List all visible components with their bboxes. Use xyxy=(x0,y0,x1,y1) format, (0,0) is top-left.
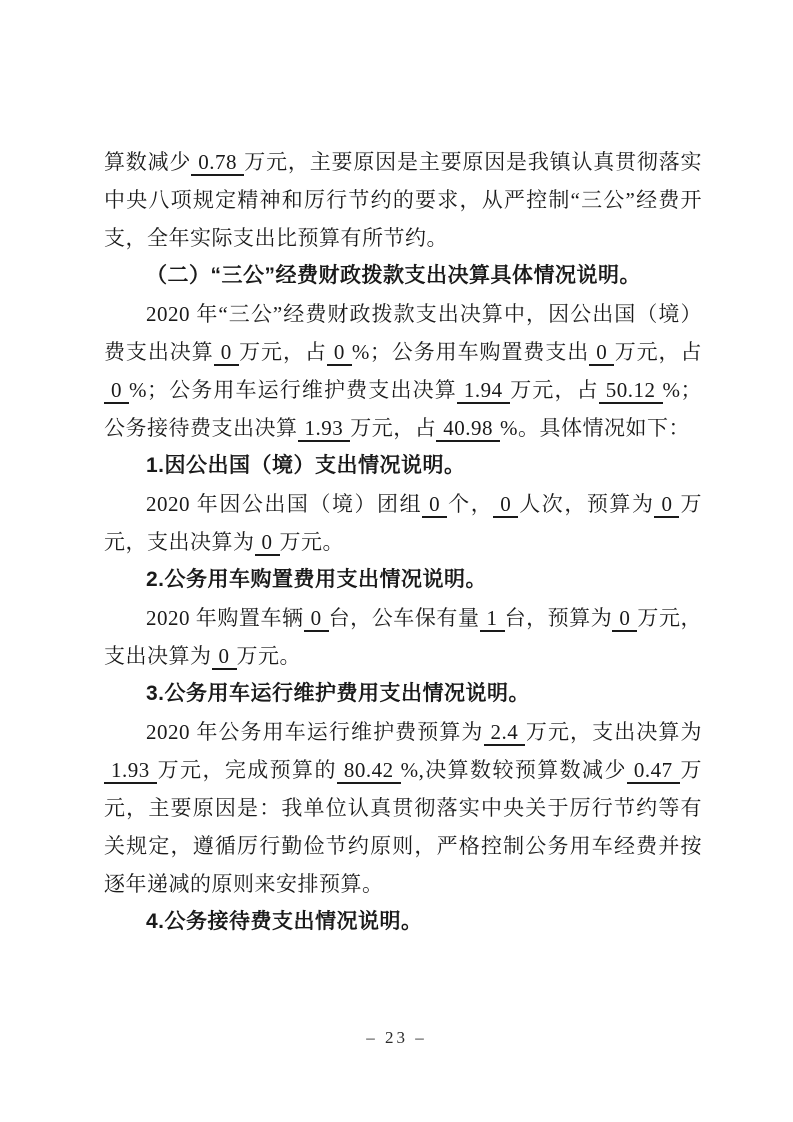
text-run: 万元，支出决算为 xyxy=(104,606,703,668)
text-run: 2020 年购置车辆 xyxy=(146,606,304,630)
underlined-value: 1 xyxy=(480,606,505,632)
underlined-value: 0 xyxy=(493,492,518,518)
underlined-value: 0 xyxy=(612,606,637,632)
paragraph xyxy=(104,713,702,903)
underlined-value: 50.12 xyxy=(599,378,663,404)
underlined-value: 0 xyxy=(422,492,447,518)
text-run: 万元，完成预算的 xyxy=(156,758,337,782)
text-run: 2.公务用车购置费用支出情况说明。 xyxy=(146,568,488,591)
text-run: 1.因公出国（境）支出情况说明。 xyxy=(146,454,466,477)
underlined-value: 1.93 xyxy=(298,416,351,442)
text-run: %；公务用车购置费支出 xyxy=(351,340,590,364)
text-run: 万元，占 xyxy=(238,340,327,364)
page-footer xyxy=(0,1028,793,1048)
text-run: 4.公务接待费支出情况说明。 xyxy=(146,910,423,933)
text-run: 万元，占 xyxy=(509,378,599,402)
underlined-value: 0 xyxy=(212,644,237,670)
underlined-value: 2.4 xyxy=(484,720,526,746)
text-run: 万元。 xyxy=(236,644,301,668)
text-run: 万元，主要原因是主要原因是我镇认真贯彻落实中央八项规定精神和厉行节约的要求，从严控制“三公”经费开支，全年实际支出比预算有所节约。 xyxy=(104,150,703,250)
text-run: %；公务用车运行维护费支出决算 xyxy=(129,378,457,402)
text-run: （二）“三公”经费财政拨款支出决算具体情况说明。 xyxy=(146,264,641,287)
text-run: 台，预算为 xyxy=(504,606,613,630)
section-heading xyxy=(104,561,702,599)
underlined-value: 1.94 xyxy=(457,378,510,404)
paragraph xyxy=(104,143,702,257)
underlined-value: 0.78 xyxy=(191,150,244,176)
underlined-value: 0 xyxy=(327,340,352,366)
text-run: 万元，支出决算为 xyxy=(104,492,703,554)
text-run: 万元，占 xyxy=(350,416,437,440)
text-run: %,决算数较预算数减少 xyxy=(400,758,627,782)
text-run: 3.公务用车运行维护费用支出情况说明。 xyxy=(146,682,531,705)
underlined-value: 0 xyxy=(104,378,129,404)
document-content xyxy=(104,143,702,941)
paragraph xyxy=(104,485,702,561)
paragraph xyxy=(104,599,702,675)
text-run: 人次，预算为 xyxy=(518,492,655,516)
section-heading xyxy=(104,903,702,941)
paragraph xyxy=(104,295,702,447)
text-run: 万元，占 xyxy=(614,340,702,364)
underlined-value: 1.93 xyxy=(104,758,157,784)
underlined-value: 0.47 xyxy=(627,758,680,784)
underlined-value: 0 xyxy=(304,606,329,632)
text-run: 算数减少 xyxy=(104,150,192,174)
text-run: 万元。 xyxy=(279,530,344,554)
text-run: 2020 年公务用车运行维护费预算为 xyxy=(146,720,484,744)
underlined-value: 40.98 xyxy=(436,416,500,442)
text-run: %；公务接待费支出决算 xyxy=(104,378,703,440)
section-heading xyxy=(104,257,702,295)
text-run: 2020 年因公出国（境）团组 xyxy=(146,492,423,516)
section-heading xyxy=(104,675,702,713)
underlined-value: 0 xyxy=(255,530,280,556)
underlined-value: 0 xyxy=(654,492,679,518)
text-run: 万元，主要原因是：我单位认真贯彻落实中央关于厉行节约等有关规定，遵循厉行勤俭节约原则，严格控制公务用车经费并按逐年递减的原则来安排预算。 xyxy=(104,758,703,896)
section-heading xyxy=(104,447,702,485)
text-run: 万元，支出决算为 xyxy=(525,720,703,744)
underlined-value: 0 xyxy=(214,340,239,366)
text-run: 台，公车保有量 xyxy=(328,606,480,630)
text-run: 2020 年“三公”经费财政拨款支出决算中，因公出国（境）费支出决算 xyxy=(104,302,702,364)
page-number: – 23 – xyxy=(366,1028,427,1047)
underlined-value: 80.42 xyxy=(337,758,401,784)
underlined-value: 0 xyxy=(589,340,614,366)
text-run: 个， xyxy=(447,492,494,516)
text-run: %。具体情况如下： xyxy=(500,416,690,440)
